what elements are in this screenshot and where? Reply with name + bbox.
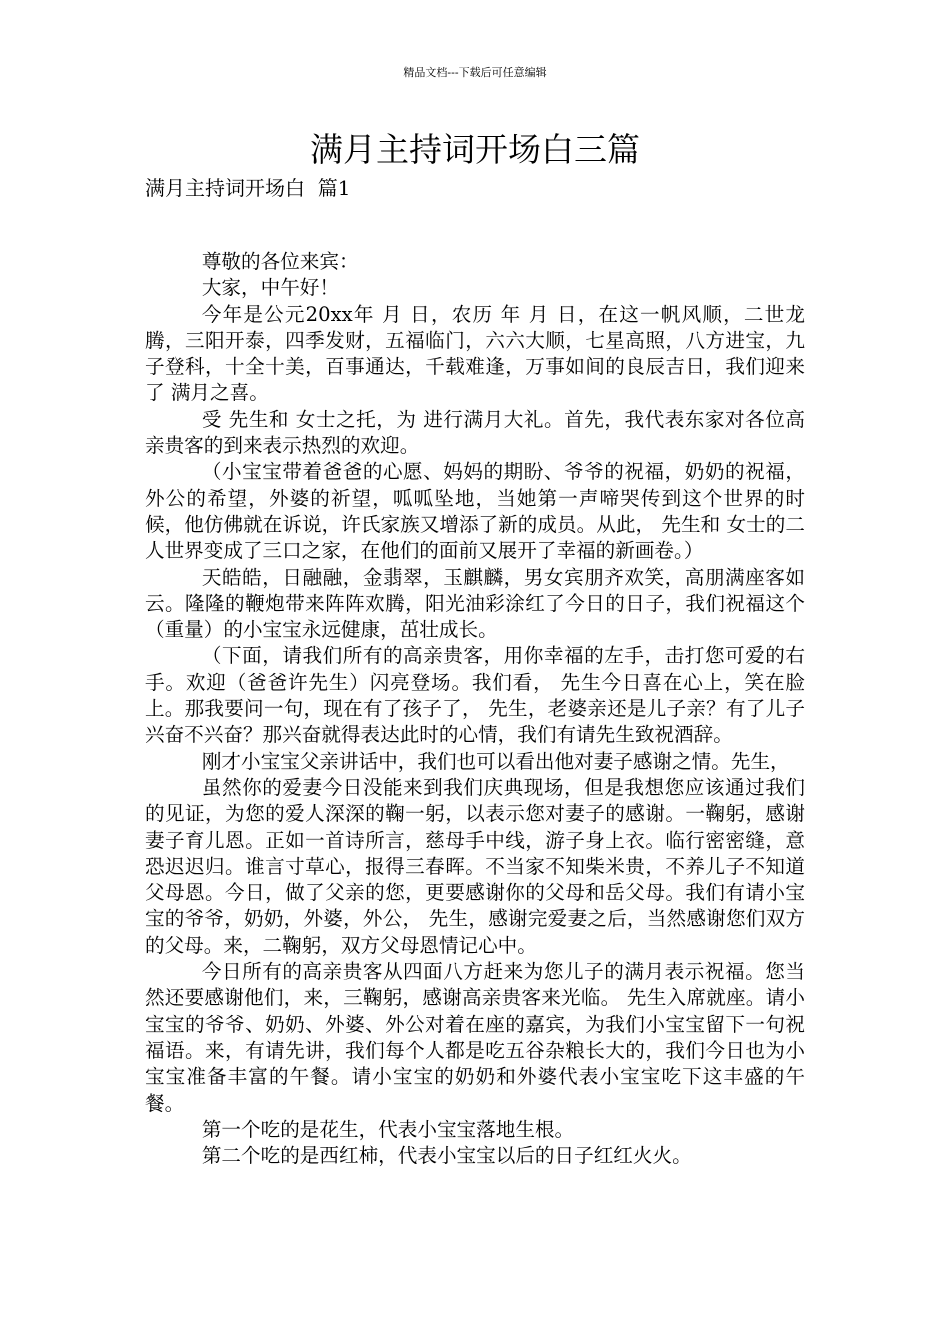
paragraph: （下面，请我们所有的高亲贵客，用你幸福的左手，击打您可爱的右手。欢迎（爸爸许先生）闪亮登场。我们看， 先生今日喜在心上，笑在脸上。那我要问一句，现在有了孩子了， 先生，老婆亲还是儿子亲？有了儿子兴奋不兴奋？那兴奋就得表达此时的心情，我们有请先生致祝酒辞。	[145, 644, 805, 747]
paragraph: 天皓皓，日融融，金翡翠，玉麒麟，男女宾朋齐欢笑，高朋满座客如云。隆隆的鞭炮带来阵阵欢腾，阳光油彩涂红了今日的日子，我们祝福这个（重量）的小宝宝永远健康，茁壮成长。	[145, 565, 805, 642]
document-title: 满月主持词开场白三篇	[310, 130, 640, 169]
paragraph: 虽然你的爱妻今日没能来到我们庆典现场，但是我想您应该通过我们的见证，为您的爱人深深的鞠一躬，以表示您对妻子的感谢。一鞠躬，感谢妻子育儿恩。正如一首诗所言，慈母手中线，游子身上衣。临行密密缝，意恐迟迟归。谁言寸草心，报得三春晖。不当家不知柴米贵，不养儿子不知道父母恩。今日，做了父亲的您，更要感谢你的父母和岳父母。我们有请小宝宝的爷爷，奶奶，外婆，外公， 先生，感谢完爱妻之后，当然感谢您们双方的父母。来，二鞠躬，双方父母恩情记心中。	[145, 775, 805, 957]
paragraph: （小宝宝带着爸爸的心愿、妈妈的期盼、爷爷的祝福，奶奶的祝福，外公的希望，外婆的祈望，呱呱坠地，当她第一声啼哭传到这个世界的时候，他仿佛就在诉说，许氏家族又增添了新的成员。从此， 先生和 女士的二人世界变成了三口之家，在他们的面前又展开了幸福的新画卷。）	[145, 460, 805, 563]
paragraph-salutation: 大家，中午好！	[201, 276, 339, 300]
paragraph: 今日所有的高亲贵客从四面八方赶来为您儿子的满月表示祝福。您当然还要感谢他们，来，三鞠躬，感谢高亲贵客来光临。 先生入席就座。请小宝宝的爷爷、奶奶、外婆、外公对着在座的嘉宾，为我们小宝宝留下一句祝福语。来，有请先讲，我们每个人都是吃五谷杂粮长大的，我们今日也为小宝宝准备丰富的午餐。请小宝宝的奶奶和外婆代表小宝宝吃下这丰盛的午餐。	[145, 960, 805, 1115]
document-body	[145, 249, 805, 1169]
paragraph: 刚才小宝宝父亲讲话中，我们也可以看出他对妻子感谢之情。先生，	[201, 749, 790, 773]
paragraph-greeting: 尊敬的各位来宾：	[201, 250, 359, 273]
paragraph: 第二个吃的是西红柿，代表小宝宝以后的日子红红火火。	[201, 1144, 692, 1168]
page-header-note: 精品文档---下载后可任意编辑	[403, 66, 547, 79]
paragraph: 今年是公元20xx年 月 日，农历 年 月 日，在这一帆风顺，二世龙腾，三阳开泰，四季发财，五福临门，六六大顺，七星高照，八方进宝，九子登科，十全十美，百事通达，千载难逢，万事如间的良辰吉日，我们迎来了 满月之喜。	[145, 302, 805, 405]
section-heading: 满月主持词开场白 篇1	[145, 176, 351, 200]
paragraph: 受 先生和 女士之托，为 进行满月大礼。首先，我代表东家对各位高亲贵客的到来表示热烈的欢迎。	[145, 407, 805, 458]
paragraph: 第一个吃的是花生，代表小宝宝落地生根。	[201, 1117, 575, 1141]
